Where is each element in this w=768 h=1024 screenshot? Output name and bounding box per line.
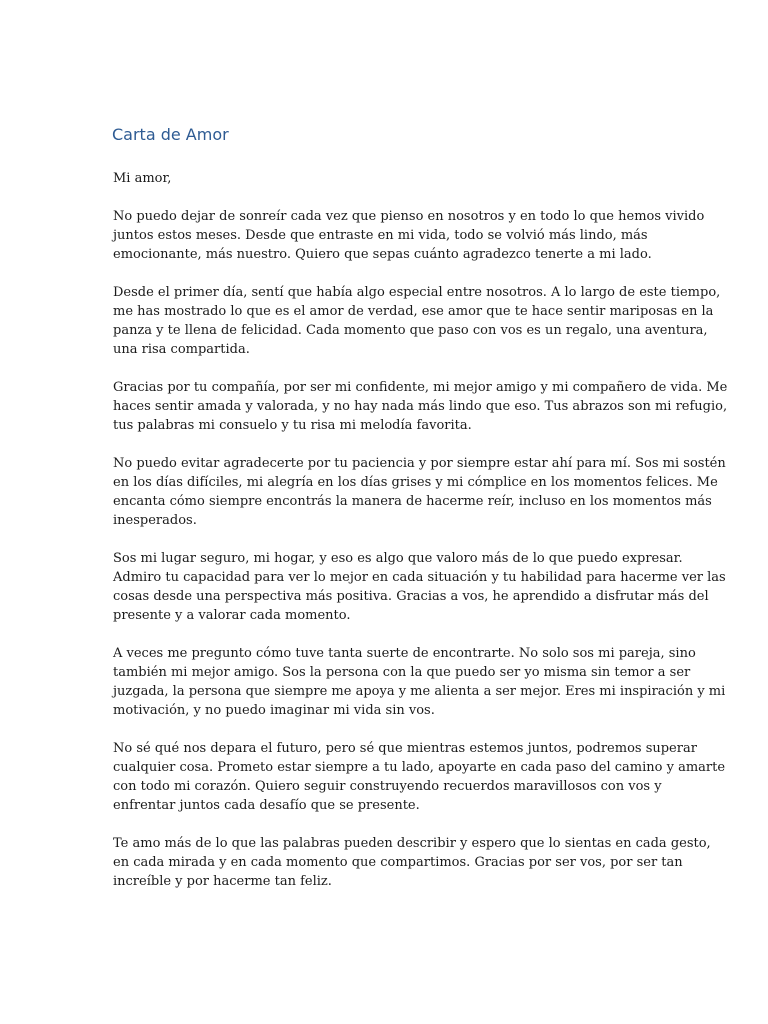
paragraph-5 [113, 549, 726, 625]
text-line: motivación, y no puedo imaginar mi vida sin vos. [113, 703, 435, 718]
letter-body [113, 169, 728, 910]
paragraph-1 [113, 207, 705, 264]
text-line: cosas desde una perspectiva más positiva. Gracias a vos, he aprendido a disfrutar más del [113, 589, 709, 604]
text-line: panza y te llena de felicidad. Cada momento que paso con vos es un regalo, una aventura, [113, 323, 708, 338]
text-line: presente y a valorar cada momento. [113, 608, 351, 623]
text-line: No sé qué nos depara el futuro, pero sé que mientras estemos juntos, podremos superar [113, 741, 697, 756]
text-line: tus palabras mi consuelo y tu risa mi melodía favorita. [113, 418, 472, 433]
text-line: haces sentir amada y valorada, y no hay nada más lindo que eso. Tus abrazos son mi refugio, [113, 399, 728, 414]
text-line: cualquier cosa. Prometo estar siempre a tu lado, apoyarte en cada paso del camino y amarte [113, 760, 726, 775]
text-line: Desde el primer día, sentí que había algo especial entre nosotros. A lo largo de este tiempo, [113, 285, 721, 300]
paragraph-3 [113, 378, 728, 435]
text-line: enfrentar juntos cada desafío que se presente. [113, 798, 420, 813]
text-line: juzgada, la persona que siempre me apoya y me alienta a ser mejor. Eres mi inspiración y mi [113, 684, 726, 699]
document-title: Carta de Amor [112, 125, 229, 144]
text-line: en cada mirada y en cada momento que compartimos. Gracias por ser vos, por ser tan [113, 855, 683, 870]
text-line: No puedo evitar agradecerte por tu paciencia y por siempre estar ahí para mí. Sos mi sostén [113, 456, 726, 471]
greeting: Mi amor, [113, 171, 172, 186]
text-line: emocionante, más nuestro. Quiero que sepas cuánto agradezco tenerte a mi lado. [113, 247, 652, 262]
text-line: una risa compartida. [113, 342, 250, 357]
text-line: me has mostrado lo que es el amor de verdad, ese amor que te hace sentir mariposas en la [113, 304, 714, 319]
text-line: encanta cómo siempre encontrás la manera de hacerme reír, incluso en los momentos más [113, 494, 712, 509]
text-line: Te amo más de lo que las palabras pueden describir y espero que lo sientas en cada gesto, [113, 836, 711, 851]
text-line: con todo mi corazón. Quiero seguir construyendo recuerdos maravillosos con vos y [113, 779, 662, 794]
text-line: juntos estos meses. Desde que entraste en mi vida, todo se volvió más lindo, más [113, 228, 648, 243]
text-line: No puedo dejar de sonreír cada vez que pienso en nosotros y en todo lo que hemos vivido [113, 209, 705, 224]
paragraph-2 [113, 283, 721, 359]
text-line: Admiro tu capacidad para ver lo mejor en cada situación y tu habilidad para hacerme ver las [113, 570, 726, 585]
paragraph-7 [113, 739, 726, 815]
text-line: inesperados. [113, 513, 197, 528]
text-line: increíble y por hacerme tan feliz. [113, 874, 332, 889]
paragraph-8 [113, 834, 711, 891]
paragraph-4 [113, 454, 726, 530]
text-line: también mi mejor amigo. Sos la persona con la que puedo ser yo misma sin temor a ser [113, 665, 691, 680]
text-line: Gracias por tu compañía, por ser mi confidente, mi mejor amigo y mi compañero de vida. Me [113, 380, 728, 395]
text-line: A veces me pregunto cómo tuve tanta suerte de encontrarte. No solo sos mi pareja, sino [113, 646, 696, 661]
text-line: Sos mi lugar seguro, mi hogar, y eso es algo que valoro más de lo que puedo expresar. [113, 551, 683, 566]
paragraph-6 [113, 644, 726, 720]
text-line: en los días difíciles, mi alegría en los días grises y mi cómplice en los momentos felices. Me [113, 475, 718, 490]
